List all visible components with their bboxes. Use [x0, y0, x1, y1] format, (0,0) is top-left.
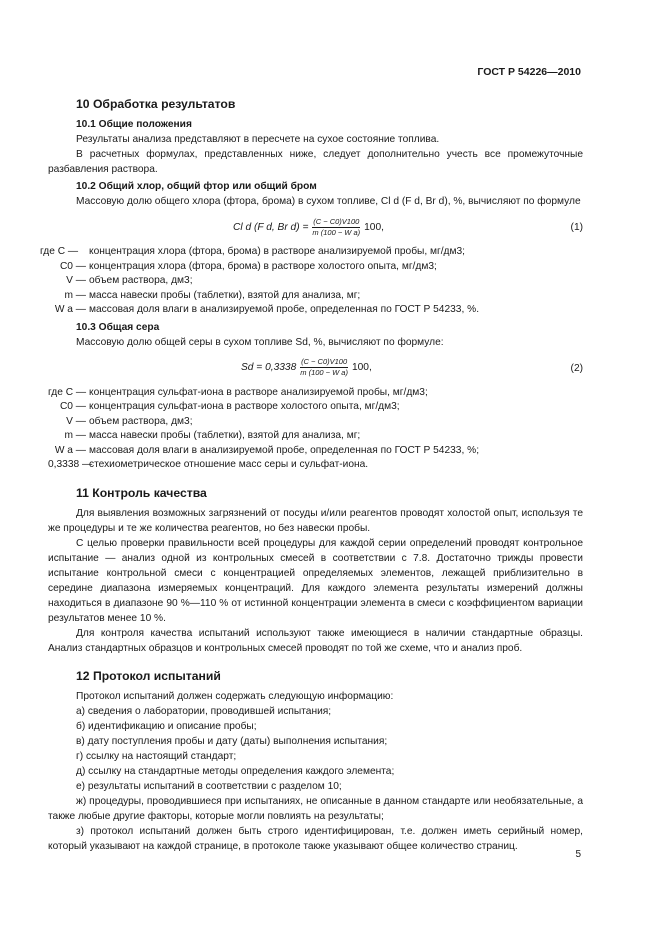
legend-description: стехиометрическое отношение масс серы и сульфат-иона.	[89, 459, 369, 470]
document-number: ГОСТ Р 54226—2010	[477, 66, 581, 78]
list-item: а) сведения о лаборатории, проводившей испытания;	[76, 705, 332, 717]
section-10-1-title: 10.1 Общие положения	[76, 119, 192, 130]
section-11-title: 11 Контроль качества	[76, 485, 207, 500]
list-item: е) результаты испытаний в соответствии с разделом 10;	[76, 780, 342, 792]
formula-lhs: Sd = 0,3338	[241, 362, 297, 373]
legend-symbol: m —	[64, 289, 86, 301]
legend-symbol: где C —	[40, 246, 79, 257]
section-10-3-title: 10.3 Общая сера	[76, 321, 160, 333]
list-item: г) ссылку на настоящий стандарт;	[76, 750, 237, 762]
section-12-title: 12 Протокол испытаний	[76, 668, 221, 683]
legend-description: масса навески пробы (таблетки), взятой для анализа, мг;	[89, 289, 361, 301]
legend-description: концентрация хлора (фтора, брома) в растворе анализируемой пробы, мг/дм3;	[89, 246, 466, 257]
legend-row	[48, 415, 583, 430]
section-10-2-title: 10.2 Общий хлор, общий фтор или общий бром	[76, 181, 317, 192]
formula-number: (2)	[570, 362, 583, 374]
legend-row	[40, 289, 583, 304]
paragraph: Протокол испытаний должен содержать следующую информацию:	[76, 690, 394, 702]
legend-symbol: W a —	[54, 444, 86, 456]
legend-symbol: 0,3338 —	[48, 459, 93, 470]
fraction-denominator: m (100 − W a)	[312, 227, 361, 237]
legend-symbol: где C —	[48, 386, 87, 398]
legend-description: концентрация сульфат-иона в растворе анализируемой пробы, мг/дм3;	[89, 386, 428, 398]
list-item: з) протокол испытаний должен быть строго идентифицирован, т.е. должен иметь серийный номер, который указывают на каждой странице, в протоколе также указывают общее количество страниц.	[48, 825, 583, 852]
legend-row	[40, 245, 583, 260]
legend-row	[48, 458, 583, 473]
fraction-numerator: (C − C0)V100	[313, 216, 360, 226]
legend-row	[48, 444, 583, 459]
legend-description: объем раствора, дм3;	[89, 275, 193, 286]
legend-row	[48, 386, 583, 401]
protocol-list	[48, 704, 583, 854]
legend-row	[40, 303, 583, 318]
legend-description: концентрация хлора (фтора, брома) в растворе холостого опыта, мг/дм3;	[89, 260, 437, 272]
formula-1-legend	[40, 245, 583, 318]
formula-fraction	[311, 217, 361, 238]
formula-1	[48, 212, 583, 242]
formula-tail: 100,	[364, 221, 384, 233]
page-content	[40, 96, 583, 854]
legend-description: массовая доля влаги в анализируемой пробе, определенная по ГОСТ Р 54233, %;	[89, 444, 480, 456]
legend-symbol: V —	[66, 275, 86, 286]
legend-symbol: C0 —	[59, 401, 86, 412]
fraction-numerator: (C − C0)V100	[301, 357, 348, 366]
formula-2	[48, 353, 583, 383]
formula-2-legend	[48, 386, 583, 473]
paragraph: С целью проверки правильности всей процедуры для каждой серии определений проводят контрольное испытание — анализ одной из контрольных смесей в соответствии с 7.8. Достаточно трижды провести испытание контрольной смеси с концентрацией определяемых элементов, лежащей приблизительно в середине диапазона измеряемых концентраций. Для каждого элемента результаты измерений должны находиться в диапазоне 90 %—110 % от истинной концентрации элемента в смеси с коэффициентом вариации результатов менее 10 %.	[48, 537, 583, 624]
legend-row	[40, 274, 583, 289]
paragraph: Для контроля качества испытаний используют также имеющиеся в наличии стандартные образцы. Анализ стандартных образцов и контрольных смесей проводят по той же схеме, что и анализ проб.	[48, 627, 583, 654]
formula-number: (1)	[570, 222, 583, 233]
paragraph: Результаты анализа представляют в пересчете на сухое состояние топлива.	[76, 134, 440, 145]
fraction-denominator: m (100 − W a)	[300, 368, 348, 377]
formula-tail: 100,	[351, 362, 372, 373]
legend-description: масса навески пробы (таблетки), взятой для анализа, мг;	[89, 430, 361, 441]
legend-row	[40, 260, 583, 275]
list-item: б) идентификацию и описание пробы;	[76, 720, 257, 732]
legend-description: концентрация сульфат-иона в растворе холостого опыта, мг/дм3;	[89, 401, 400, 412]
legend-row	[48, 429, 583, 444]
legend-description: массовая доля влаги в анализируемой пробе, определенная по ГОСТ Р 54233, %.	[89, 304, 480, 315]
legend-symbol: m —	[64, 430, 86, 441]
formula-fraction	[299, 357, 349, 378]
paragraph: В расчетных формулах, представленных ниже, следует дополнительно учесть все промежуточные разбавления раствора.	[48, 149, 583, 175]
list-item: ж) процедуры, проводившиеся при испытаниях, не описанные в данном стандарте или необязательные, а также любые другие факторы, которые могли повлиять на результаты;	[48, 795, 583, 822]
list-item: д) ссылку на стандартные методы определения каждого элемента;	[76, 765, 395, 777]
legend-row	[48, 400, 583, 415]
legend-symbol: C0 —	[59, 260, 86, 272]
legend-description: объем раствора, дм3;	[89, 415, 193, 427]
section-10-title: 10 Обработка результатов	[76, 97, 236, 111]
formula-lhs: Cl d (F d, Br d) =	[233, 221, 309, 233]
page-number: 5	[575, 849, 581, 860]
paragraph: Для выявления возможных загрязнений от посуды и/или реагентов проводят холостой опыт, используя те же процедуры и те же количества реагентов, но без навески пробы.	[48, 507, 583, 534]
list-item: в) дату поступления пробы и дату (даты) выполнения испытания;	[76, 735, 388, 747]
paragraph: Массовую долю общего хлора (фтора, брома) в сухом топливе, Cl d (F d, Br d), %, вычисляют по формуле	[76, 196, 581, 207]
paragraph: Массовую долю общей серы в сухом топливе Sd, %, вычисляют по формуле:	[76, 336, 444, 348]
legend-symbol: W a —	[54, 304, 86, 315]
legend-symbol: V —	[66, 415, 86, 427]
